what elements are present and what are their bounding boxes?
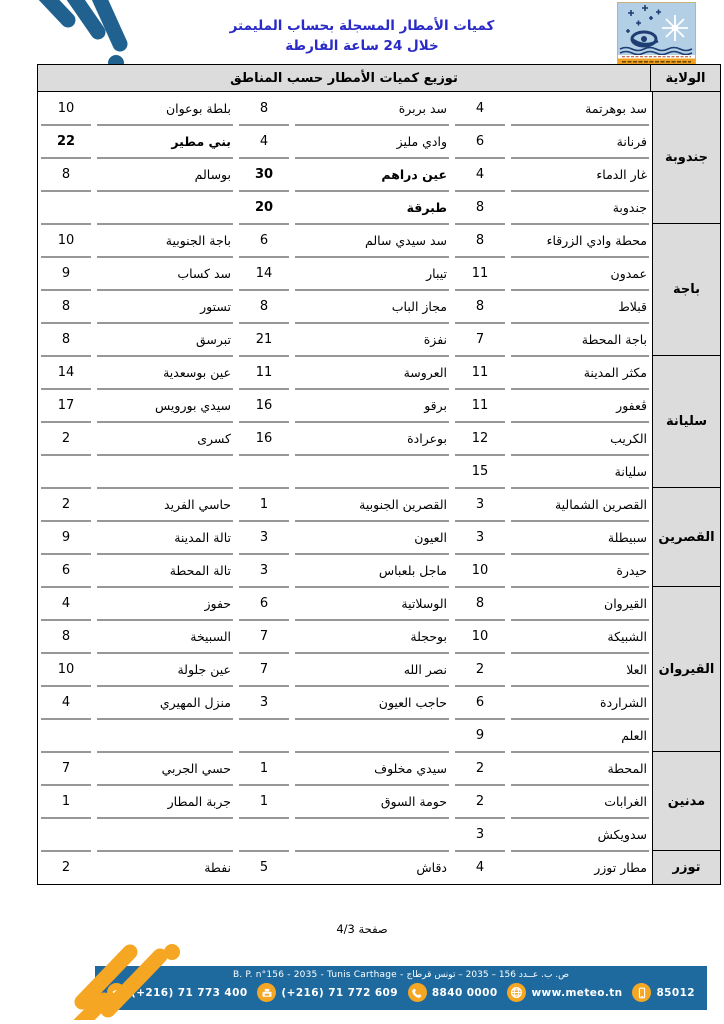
rainfall-value: 10 bbox=[57, 101, 75, 116]
address-arabic: ص. ب. عــدد 156 – 2035 – تونس قرطاج bbox=[406, 970, 570, 980]
station-name: بوعرادة bbox=[292, 422, 452, 455]
rainfall-value: 7 bbox=[236, 653, 292, 686]
group-rows bbox=[38, 92, 652, 224]
rainfall-value: 3 bbox=[452, 488, 508, 521]
wilaya-group bbox=[38, 851, 720, 884]
call-icon bbox=[408, 983, 427, 1002]
rainfall-value: 6 bbox=[452, 686, 508, 719]
station-name: العلم bbox=[508, 719, 652, 752]
station-name: العيون bbox=[292, 521, 452, 554]
rainfall-table bbox=[37, 64, 721, 885]
table-row bbox=[38, 257, 652, 290]
globe-icon bbox=[507, 983, 526, 1002]
station-name: بني مطير bbox=[94, 125, 236, 158]
station-name: سيدي مخلوف bbox=[292, 752, 452, 785]
station-name: منزل المهيري bbox=[94, 686, 236, 719]
station-name: القيروان bbox=[508, 587, 652, 620]
contact-item bbox=[257, 983, 398, 1002]
rainfall-value: 4 bbox=[475, 101, 485, 116]
station-name: السبيخة bbox=[94, 620, 236, 653]
station-name: الكريب bbox=[508, 422, 652, 455]
group-rows bbox=[38, 851, 652, 884]
station-name: ڤعفور bbox=[508, 389, 652, 422]
station-name: عين جلولة bbox=[94, 653, 236, 686]
station-name: العلا bbox=[508, 653, 652, 686]
contact-text: (+216) 71 773 400 bbox=[131, 986, 248, 999]
station-name: تالة المحطة bbox=[94, 554, 236, 587]
table-row bbox=[38, 851, 652, 884]
wilaya-group bbox=[38, 92, 720, 224]
wilaya-cell: باجة bbox=[652, 224, 720, 356]
station-name: سليانة bbox=[508, 455, 652, 488]
table-row bbox=[38, 125, 652, 158]
station-name: العروسة bbox=[292, 356, 452, 389]
rainfall-value bbox=[38, 191, 94, 224]
station-name: نفطة bbox=[94, 851, 236, 884]
table-row bbox=[38, 488, 652, 521]
table-row bbox=[38, 785, 652, 818]
rainfall-value: 2 bbox=[38, 488, 94, 521]
wilaya-cell: توزر bbox=[652, 851, 720, 884]
rainfall-value: 9 bbox=[38, 521, 94, 554]
station-name: سبيطلة bbox=[508, 521, 652, 554]
rainfall-value: 2 bbox=[452, 653, 508, 686]
contact-text: 8840 0000 bbox=[431, 986, 498, 999]
rainfall-value: 8 bbox=[38, 158, 94, 191]
rainfall-value: 4 bbox=[38, 686, 94, 719]
table-row bbox=[38, 455, 652, 488]
rainfall-value: 4 bbox=[452, 851, 508, 884]
rainfall-value: 11 bbox=[452, 356, 508, 389]
table-row bbox=[38, 158, 652, 191]
rainfall-value bbox=[236, 719, 292, 752]
table-header-row bbox=[38, 65, 720, 92]
wilaya-column-header: الولاية bbox=[650, 65, 720, 91]
rainfall-value: 10 bbox=[38, 653, 94, 686]
station-name: نصر الله bbox=[292, 653, 452, 686]
rainfall-value: 6 bbox=[236, 587, 292, 620]
rainfall-value bbox=[236, 455, 292, 488]
rainfall-value bbox=[38, 719, 94, 752]
rainfall-value: 10 bbox=[452, 620, 508, 653]
station-name bbox=[94, 191, 236, 224]
rainfall-value: 8 bbox=[38, 290, 94, 323]
wilaya-cell: مدنين bbox=[652, 752, 720, 851]
table-body bbox=[38, 92, 720, 884]
contact-item bbox=[632, 983, 695, 1002]
table-row bbox=[38, 686, 652, 719]
rainfall-value: 4 bbox=[38, 587, 94, 620]
title-line-2: خلال 24 ساعة الفارطة bbox=[285, 38, 439, 55]
rainfall-value: 3 bbox=[236, 521, 292, 554]
station-name: جندوبة bbox=[508, 191, 652, 224]
station-name: سيدي بورويس bbox=[94, 389, 236, 422]
footer-stripes-decoration bbox=[66, 934, 246, 1024]
table-row bbox=[38, 92, 652, 125]
station-name: سد بوهرتمة bbox=[585, 101, 647, 116]
rainfall-value: 15 bbox=[452, 455, 508, 488]
station-name bbox=[292, 455, 452, 488]
station-name: الشبيكة bbox=[508, 620, 652, 653]
station-name: مجاز الباب bbox=[292, 290, 452, 323]
rainfall-value: 3 bbox=[452, 521, 508, 554]
station-name: غار الدماء bbox=[508, 158, 652, 191]
station-name: حومة السوق bbox=[292, 785, 452, 818]
rainfall-value: 1 bbox=[236, 785, 292, 818]
rainfall-value: 22 bbox=[38, 125, 94, 158]
station-name: بوسالم bbox=[94, 158, 236, 191]
rainfall-value: 8 bbox=[38, 323, 94, 356]
rainfall-value: 2 bbox=[452, 785, 508, 818]
station-name: القصرين الشمالية bbox=[508, 488, 652, 521]
table-row bbox=[38, 389, 652, 422]
rainfall-value: 8 bbox=[452, 191, 508, 224]
table-row bbox=[38, 422, 652, 455]
table-row bbox=[38, 191, 652, 224]
rainfall-value: 7 bbox=[38, 752, 94, 785]
address-latin: B. P. n°156 - 2035 - Tunis Carthage - bbox=[232, 970, 404, 980]
station-name: بوحجلة bbox=[292, 620, 452, 653]
rainfall-value: 21 bbox=[236, 323, 292, 356]
rainfall-value: 8 bbox=[38, 620, 94, 653]
rainfall-value: 30 bbox=[236, 158, 292, 191]
rainfall-value bbox=[38, 455, 94, 488]
table-row bbox=[38, 521, 652, 554]
station-name: طبرقة bbox=[292, 191, 452, 224]
station-name: باجة المحطة bbox=[508, 323, 652, 356]
wilaya-group bbox=[38, 752, 720, 851]
rainfall-value: 6 bbox=[38, 554, 94, 587]
rainfall-value: 10 bbox=[38, 224, 94, 257]
group-rows bbox=[38, 224, 652, 356]
rainfall-value: 1 bbox=[236, 752, 292, 785]
station-name: الشراردة bbox=[508, 686, 652, 719]
rainfall-value bbox=[236, 818, 292, 851]
station-name: مطار توزر bbox=[508, 851, 652, 884]
contact-text: (+216) 71 772 609 bbox=[281, 986, 398, 999]
rainfall-value: 2 bbox=[38, 422, 94, 455]
wilaya-cell: جندوبة bbox=[652, 92, 720, 224]
rainfall-value: 3 bbox=[236, 554, 292, 587]
group-rows bbox=[38, 752, 652, 851]
station-name: سد كساب bbox=[94, 257, 236, 290]
station-name: محطة وادي الزرقاء bbox=[508, 224, 652, 257]
rainfall-value: 14 bbox=[236, 257, 292, 290]
station-name: نفزة bbox=[292, 323, 452, 356]
table-row bbox=[38, 554, 652, 587]
rainfall-value: 16 bbox=[236, 389, 292, 422]
station-name: عين بوسعدية bbox=[94, 356, 236, 389]
rainfall-value bbox=[38, 818, 94, 851]
contact-text: www.meteo.tn bbox=[531, 986, 623, 999]
rainfall-value: 9 bbox=[38, 257, 94, 290]
fax-icon bbox=[257, 983, 276, 1002]
table-row bbox=[38, 587, 652, 620]
station-name: ماجل بلعباس bbox=[292, 554, 452, 587]
rainfall-value: 1 bbox=[236, 488, 292, 521]
rainfall-value: 4 bbox=[452, 158, 508, 191]
station-name: قبلاط bbox=[508, 290, 652, 323]
table-row bbox=[38, 356, 652, 389]
page-number: صفحة 4/3 bbox=[336, 922, 388, 936]
rainfall-value: 8 bbox=[452, 587, 508, 620]
inm-emblem-logo bbox=[617, 2, 696, 70]
table-row bbox=[38, 752, 652, 785]
rainfall-value: 2 bbox=[38, 851, 94, 884]
rainfall-value: 1 bbox=[38, 785, 94, 818]
station-name: فرنانة bbox=[508, 125, 652, 158]
wilaya-cell: القصرين bbox=[652, 488, 720, 587]
station-name: تيبار bbox=[292, 257, 452, 290]
station-name: وادي مليز bbox=[292, 125, 452, 158]
rainfall-value: 11 bbox=[452, 389, 508, 422]
table-row bbox=[38, 653, 652, 686]
station-name bbox=[292, 818, 452, 851]
contact-text: 85012 bbox=[656, 986, 695, 999]
table-row bbox=[38, 620, 652, 653]
station-name: حيدرة bbox=[508, 554, 652, 587]
rainfall-value: 20 bbox=[236, 191, 292, 224]
station-name: عين دراهم bbox=[292, 158, 452, 191]
rainfall-value: 6 bbox=[236, 224, 292, 257]
wilaya-group bbox=[38, 224, 720, 356]
station-name: برقو bbox=[292, 389, 452, 422]
rainfall-value: 3 bbox=[452, 818, 508, 851]
rainfall-value: 7 bbox=[452, 323, 508, 356]
station-name: حاجب العيون bbox=[292, 686, 452, 719]
station-name: سد سيدي سالم bbox=[292, 224, 452, 257]
rainfall-value: 8 bbox=[259, 101, 269, 116]
rainfall-value: 2 bbox=[452, 752, 508, 785]
station-name: حسي الجربي bbox=[94, 752, 236, 785]
rainfall-value: 8 bbox=[236, 290, 292, 323]
station-name: القصرين الجنوبية bbox=[292, 488, 452, 521]
station-name: جربة المطار bbox=[94, 785, 236, 818]
wilaya-group bbox=[38, 356, 720, 488]
table-row bbox=[38, 719, 652, 752]
rainfall-value: 6 bbox=[452, 125, 508, 158]
station-name: تالة المدينة bbox=[94, 521, 236, 554]
rainfall-value: 14 bbox=[38, 356, 94, 389]
rainfall-value: 3 bbox=[236, 686, 292, 719]
wilaya-cell: سليانة bbox=[652, 356, 720, 488]
station-name: سدويكش bbox=[508, 818, 652, 851]
station-name bbox=[94, 719, 236, 752]
rainfall-value: 9 bbox=[452, 719, 508, 752]
rainfall-value: 17 bbox=[38, 389, 94, 422]
title-line-1: كميات الأمطار المسجلة بحساب المليمتر bbox=[229, 18, 495, 34]
group-rows bbox=[38, 488, 652, 587]
station-name: باجة الجنوبية bbox=[94, 224, 236, 257]
rainfall-value: 7 bbox=[236, 620, 292, 653]
station-name: سد بربرة bbox=[398, 101, 447, 116]
station-name: الغرابات bbox=[508, 785, 652, 818]
table-row bbox=[38, 818, 652, 851]
contact-item bbox=[408, 983, 498, 1002]
station-name bbox=[94, 455, 236, 488]
station-name bbox=[292, 719, 452, 752]
station-name: المحطة bbox=[508, 752, 652, 785]
page-title bbox=[0, 16, 724, 57]
table-row bbox=[38, 290, 652, 323]
rainfall-value: 16 bbox=[236, 422, 292, 455]
rainfall-value: 11 bbox=[236, 356, 292, 389]
table-row bbox=[38, 323, 652, 356]
group-rows bbox=[38, 356, 652, 488]
station-name: مكثر المدينة bbox=[508, 356, 652, 389]
wilaya-group bbox=[38, 587, 720, 752]
station-name: بلطة بوعوان bbox=[165, 101, 231, 116]
station-name: حاسي الفريد bbox=[94, 488, 236, 521]
sms-icon bbox=[632, 983, 651, 1002]
group-rows bbox=[38, 587, 652, 752]
station-name: تبرسق bbox=[94, 323, 236, 356]
station-name: كسرى bbox=[94, 422, 236, 455]
rainfall-value: 10 bbox=[452, 554, 508, 587]
wilaya-group bbox=[38, 488, 720, 587]
station-name: دقاش bbox=[292, 851, 452, 884]
rainfall-value: 11 bbox=[452, 257, 508, 290]
rainfall-value: 8 bbox=[452, 290, 508, 323]
regions-span-header: توزيع كميات الأمطار حسب المناطق bbox=[38, 65, 650, 91]
station-name: حفوز bbox=[94, 587, 236, 620]
table-row bbox=[38, 224, 652, 257]
wilaya-cell: القيروان bbox=[652, 587, 720, 752]
station-name bbox=[94, 818, 236, 851]
contact-item bbox=[507, 983, 622, 1002]
rainfall-value: 5 bbox=[236, 851, 292, 884]
rainfall-value: 8 bbox=[452, 224, 508, 257]
station-name: تستور bbox=[94, 290, 236, 323]
station-name: عمدون bbox=[508, 257, 652, 290]
rainfall-value: 4 bbox=[236, 125, 292, 158]
rainfall-value: 12 bbox=[452, 422, 508, 455]
station-name: الوسلاتية bbox=[292, 587, 452, 620]
